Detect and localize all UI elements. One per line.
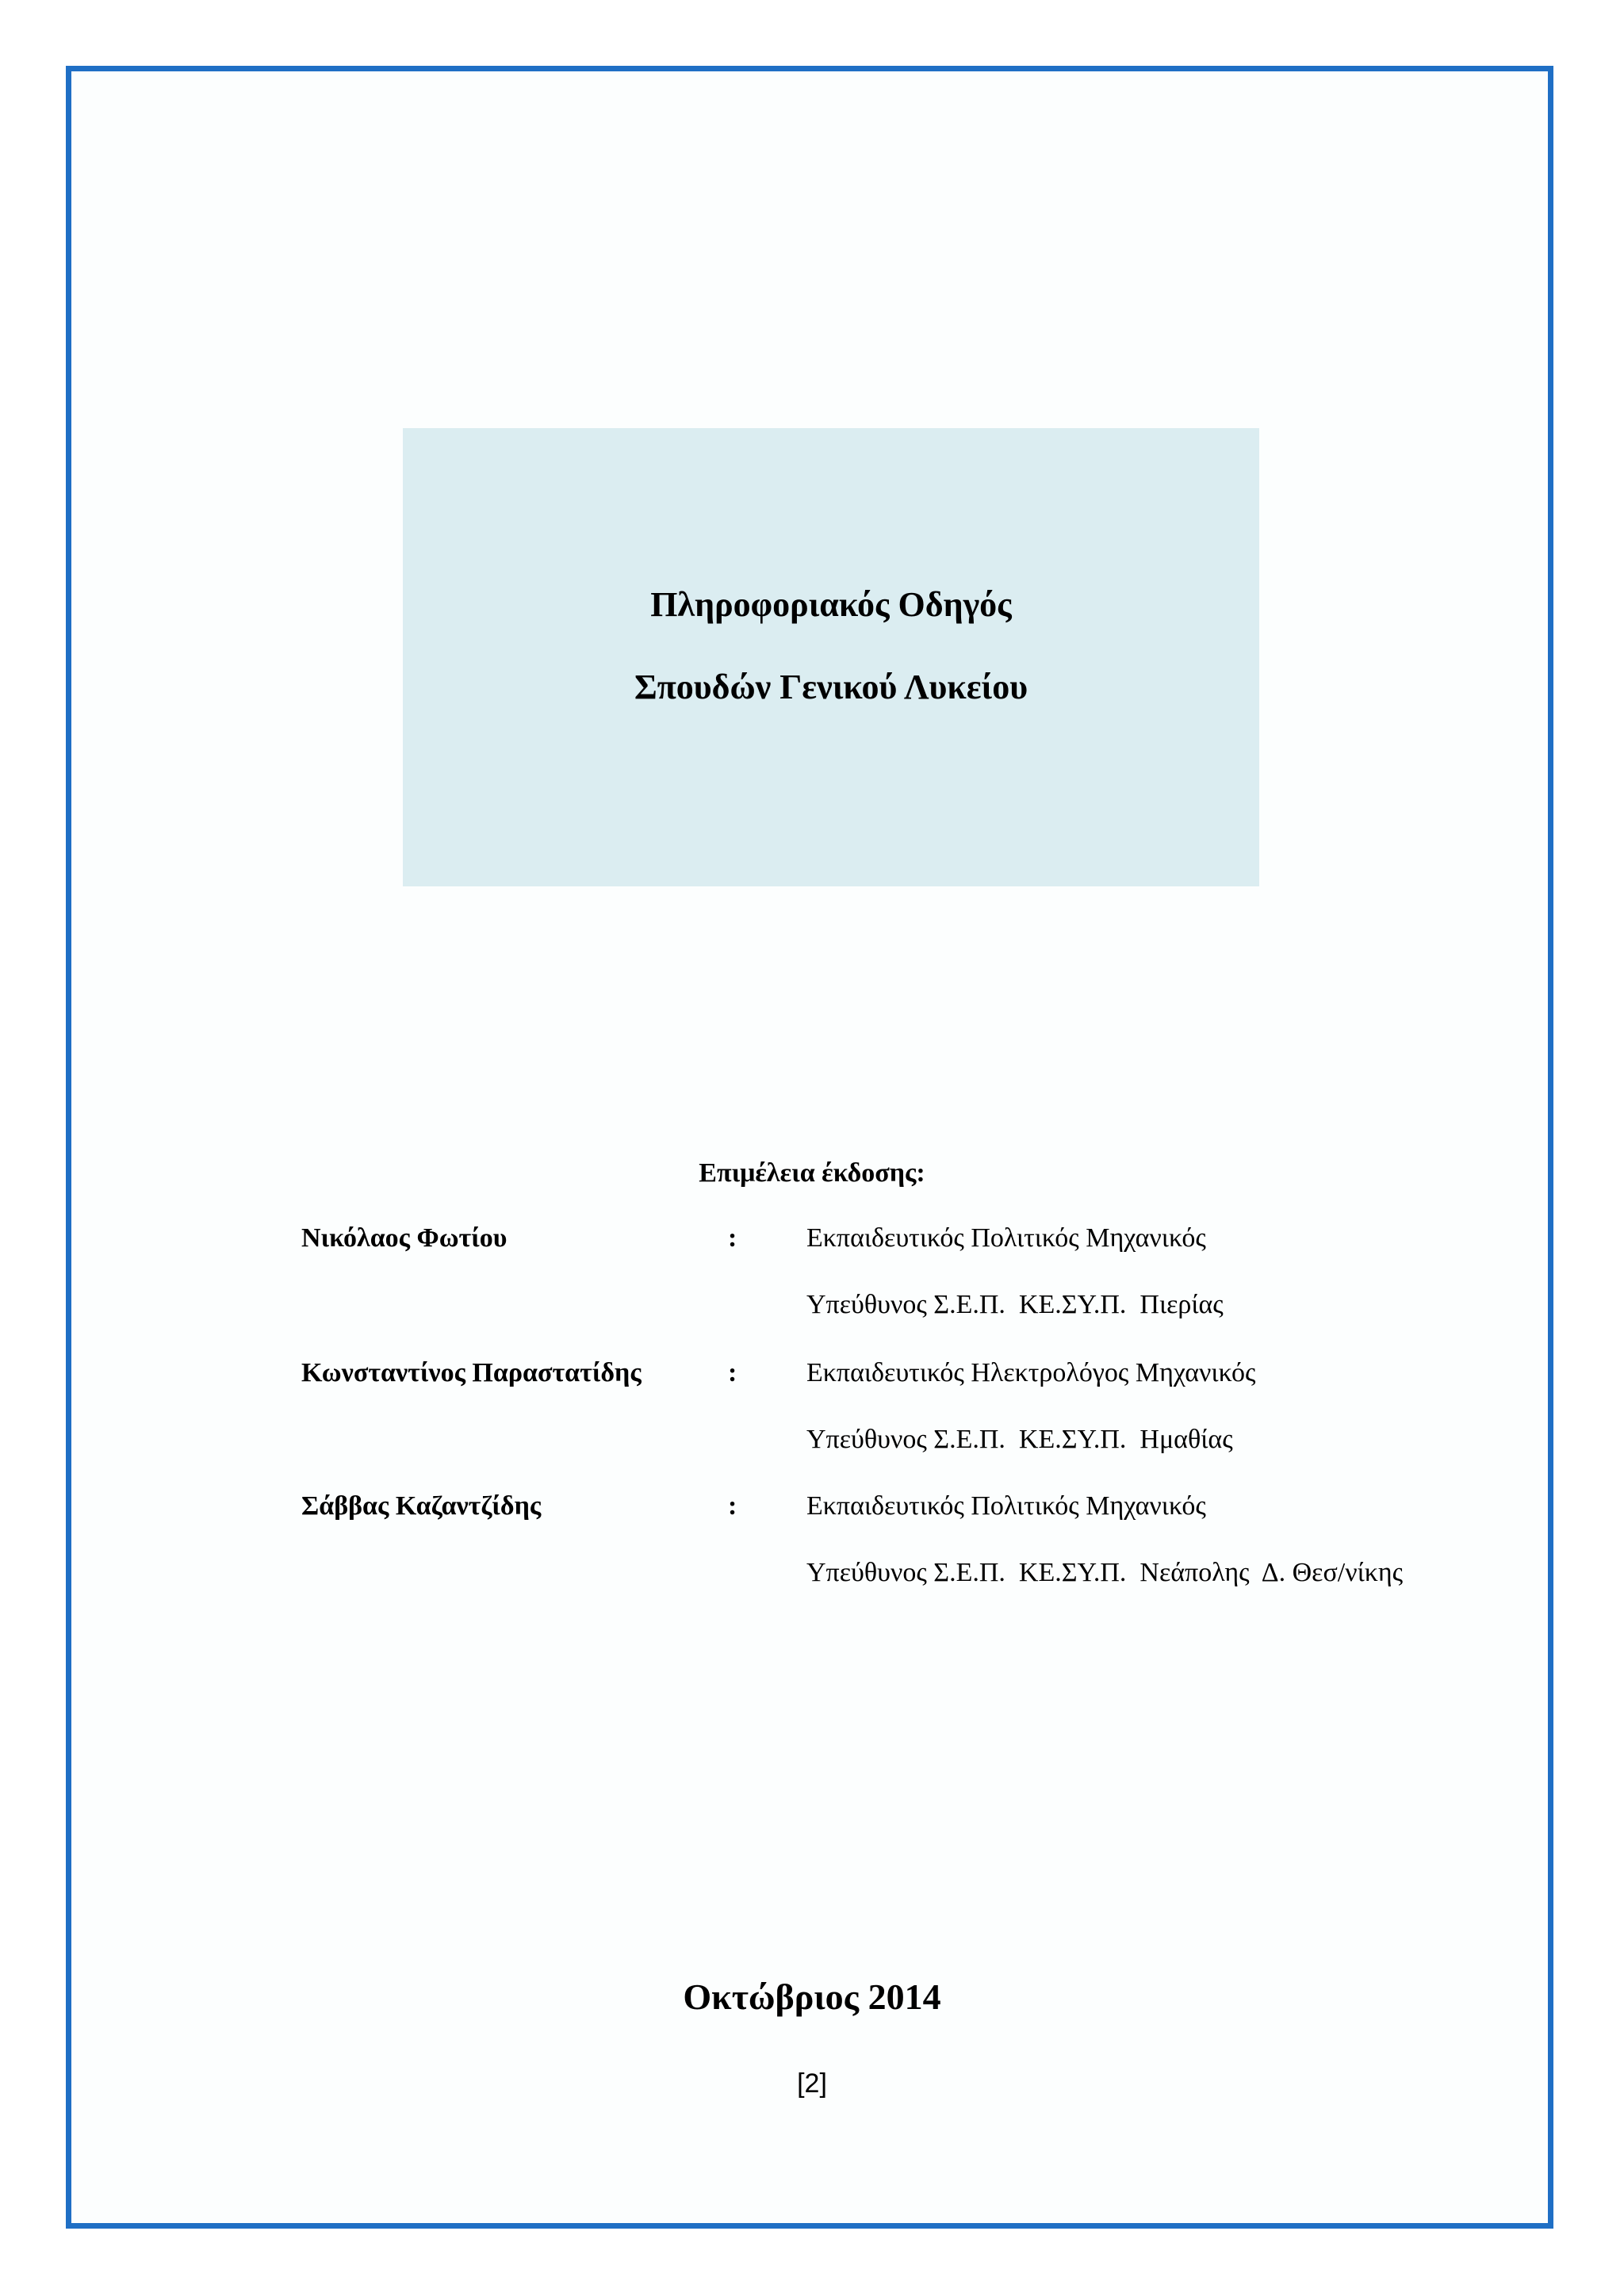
editor-separator: :: [728, 1491, 737, 1521]
editors-heading: Επιμέλεια έκδοσης:: [699, 1158, 925, 1188]
page-frame: [66, 66, 1553, 2229]
editor-name: Σάββας Καζαντζίδης: [301, 1491, 542, 1521]
editor-role-line-1: Εκπαιδευτικός Ηλεκτρολόγος Μηχανικός: [806, 1358, 1256, 1387]
editor-role-line-1: Εκπαιδευτικός Πολιτικός Μηχανικός: [806, 1223, 1206, 1253]
document-title-line-2: Σπουδών Γενικού Λυκείου: [634, 668, 1028, 706]
editor-role-line-2: Υπεύθυνος Σ.Ε.Π. ΚΕ.ΣΥ.Π. Πιερίας: [806, 1290, 1224, 1319]
editor-name: Κωνσταντίνος Παραστατίδης: [301, 1358, 642, 1387]
editor-separator: :: [728, 1223, 737, 1253]
editor-separator: :: [728, 1358, 737, 1387]
editor-role-line-1: Εκπαιδευτικός Πολιτικός Μηχανικός: [806, 1491, 1206, 1521]
document-title-line-1: Πληροφοριακός Οδηγός: [650, 585, 1012, 624]
editor-role-line-2: Υπεύθυνος Σ.Ε.Π. ΚΕ.ΣΥ.Π. Ημαθίας: [806, 1425, 1233, 1454]
publication-date: Οκτώβριος 2014: [683, 1976, 941, 2017]
title-box: [403, 428, 1259, 886]
editor-role-line-2: Υπεύθυνος Σ.Ε.Π. ΚΕ.ΣΥ.Π. Νεάπολης Δ. Θεσ/νίκης: [806, 1558, 1404, 1587]
page-number: [2]: [797, 2068, 827, 2099]
editor-name: Νικόλαος Φωτίου: [301, 1223, 508, 1253]
